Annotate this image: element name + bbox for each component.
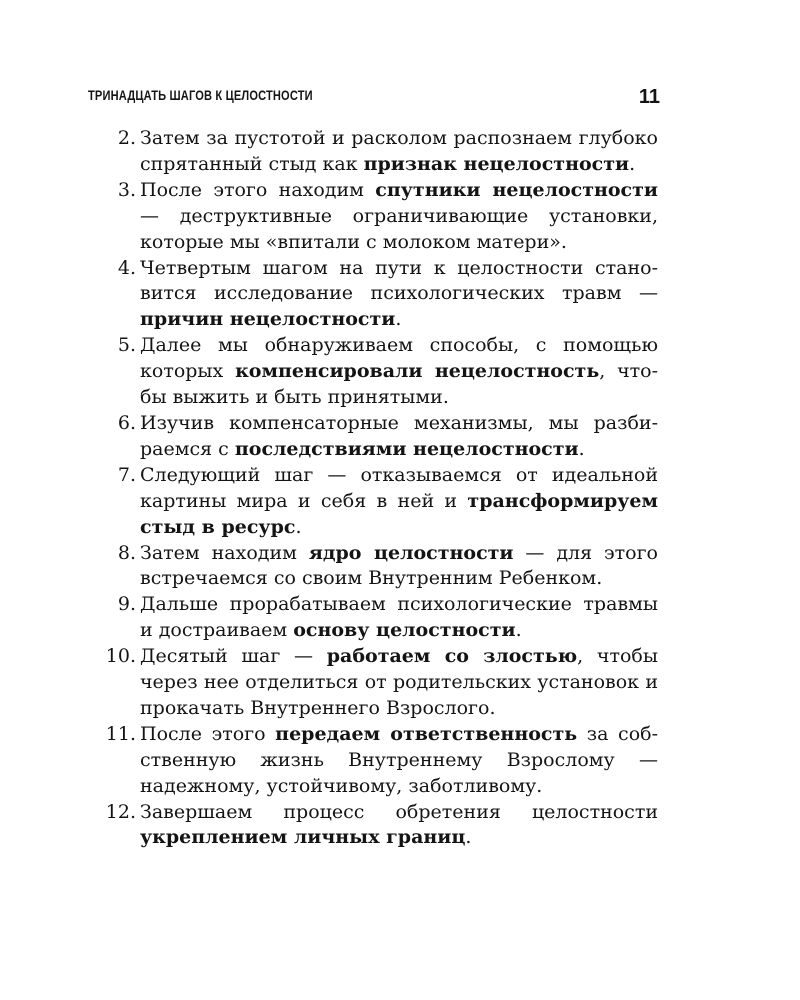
step-text [140, 333, 658, 411]
step-text-fragment: . [465, 826, 472, 849]
step-emphasis: трансформируем стыд в ресурс [140, 489, 658, 538]
step-text-fragment: Далее мы обнаруживаем способы, с помощью которых [140, 334, 658, 383]
step-number: 7. [117, 463, 136, 486]
step-text-fragment: Следующий шаг — отказываемся от идеальной картины мира и себя в ней и [140, 463, 658, 512]
step-emphasis: ядро целостности [308, 541, 514, 564]
step-emphasis: компенсировали нецелостность [235, 360, 600, 383]
step-emphasis: основу целостности [293, 619, 516, 642]
step-text [140, 463, 658, 541]
step-text-fragment: После этого [140, 722, 276, 745]
step-text [140, 541, 658, 593]
step-number: 8. [117, 541, 136, 564]
step-item [104, 178, 658, 256]
step-text-fragment: Завершаем процесс обретения целостности [140, 800, 658, 823]
step-number: 3. [117, 178, 136, 201]
step-item [104, 333, 658, 411]
page-number: 11 [638, 86, 660, 108]
step-emphasis: передаем ответственность [275, 722, 578, 745]
step-text [140, 800, 658, 852]
step-item [104, 463, 658, 541]
step-item [104, 411, 658, 463]
step-item [104, 126, 658, 178]
step-item [104, 592, 658, 644]
step-text-fragment: . [629, 152, 636, 175]
step-item [104, 800, 658, 852]
step-text-fragment: Десятый шаг — [140, 645, 327, 668]
step-number: 9. [117, 593, 136, 616]
step-number: 4. [117, 256, 136, 279]
step-text [140, 126, 658, 178]
step-text-fragment: . [578, 437, 585, 460]
step-text-fragment: . [515, 619, 522, 642]
step-text-fragment: . [295, 515, 302, 538]
step-text-fragment: — деструктивные ограничивающие установки, которые мы «впитали с молоком матери». [140, 204, 658, 253]
step-text-fragment: . [395, 308, 402, 331]
step-number: 2. [117, 127, 136, 149]
step-number: 12. [105, 800, 136, 823]
step-text-fragment: После этого находим [140, 178, 376, 201]
step-text-fragment: — для этого встречаемся со своим Внутренним Ребенком. [140, 541, 658, 590]
step-number: 5. [117, 334, 136, 357]
step-text [140, 722, 658, 800]
step-text [140, 592, 658, 644]
step-text [140, 178, 658, 256]
step-number: 10. [105, 645, 136, 668]
step-text [140, 256, 658, 334]
step-text-fragment: , чтобы через нее отделиться от родительских установок и прокачать Внутреннего Взрослого. [140, 645, 658, 719]
step-emphasis: последствиями нецелостности [234, 437, 579, 460]
step-emphasis: причин нецелостности [140, 308, 396, 331]
step-emphasis: признак нецелостности [363, 152, 630, 175]
step-text-fragment: Затем находим [140, 541, 309, 564]
step-item [104, 722, 658, 800]
step-emphasis: спутники нецелостности [375, 178, 658, 201]
running-head-title: ТРИНАДЦАТЬ ШАГОВ К ЦЕЛОСТНОСТИ [88, 88, 313, 103]
steps-list [104, 126, 658, 851]
step-text [140, 411, 658, 463]
step-text-fragment: Затем за пустотой и расколом распознаем глубоко спрятанный стыд как [140, 127, 658, 175]
step-text-fragment: Дальше прорабатываем психологические травмы и достраиваем [140, 593, 658, 642]
step-item [104, 644, 658, 722]
step-item [104, 256, 658, 334]
step-text-fragment: , чтобы выжить и быть принятыми. [140, 360, 659, 409]
step-emphasis: укреплением личных границ [140, 826, 466, 849]
step-text [140, 644, 658, 722]
step-number: 11. [105, 722, 136, 745]
step-item [104, 541, 658, 593]
step-text-fragment: за собственную жизнь Внутреннему Взрослому — надежному, устойчивому, заботливому. [140, 722, 658, 797]
step-emphasis: работаем со злостью [326, 645, 578, 668]
step-text-fragment: Четвертым шагом на пути к целостности становится исследование психологических травм — [140, 256, 658, 305]
step-text-fragment: Изучив компенсаторные механизмы, мы разбираемся с [140, 411, 658, 460]
step-number: 6. [117, 411, 136, 434]
